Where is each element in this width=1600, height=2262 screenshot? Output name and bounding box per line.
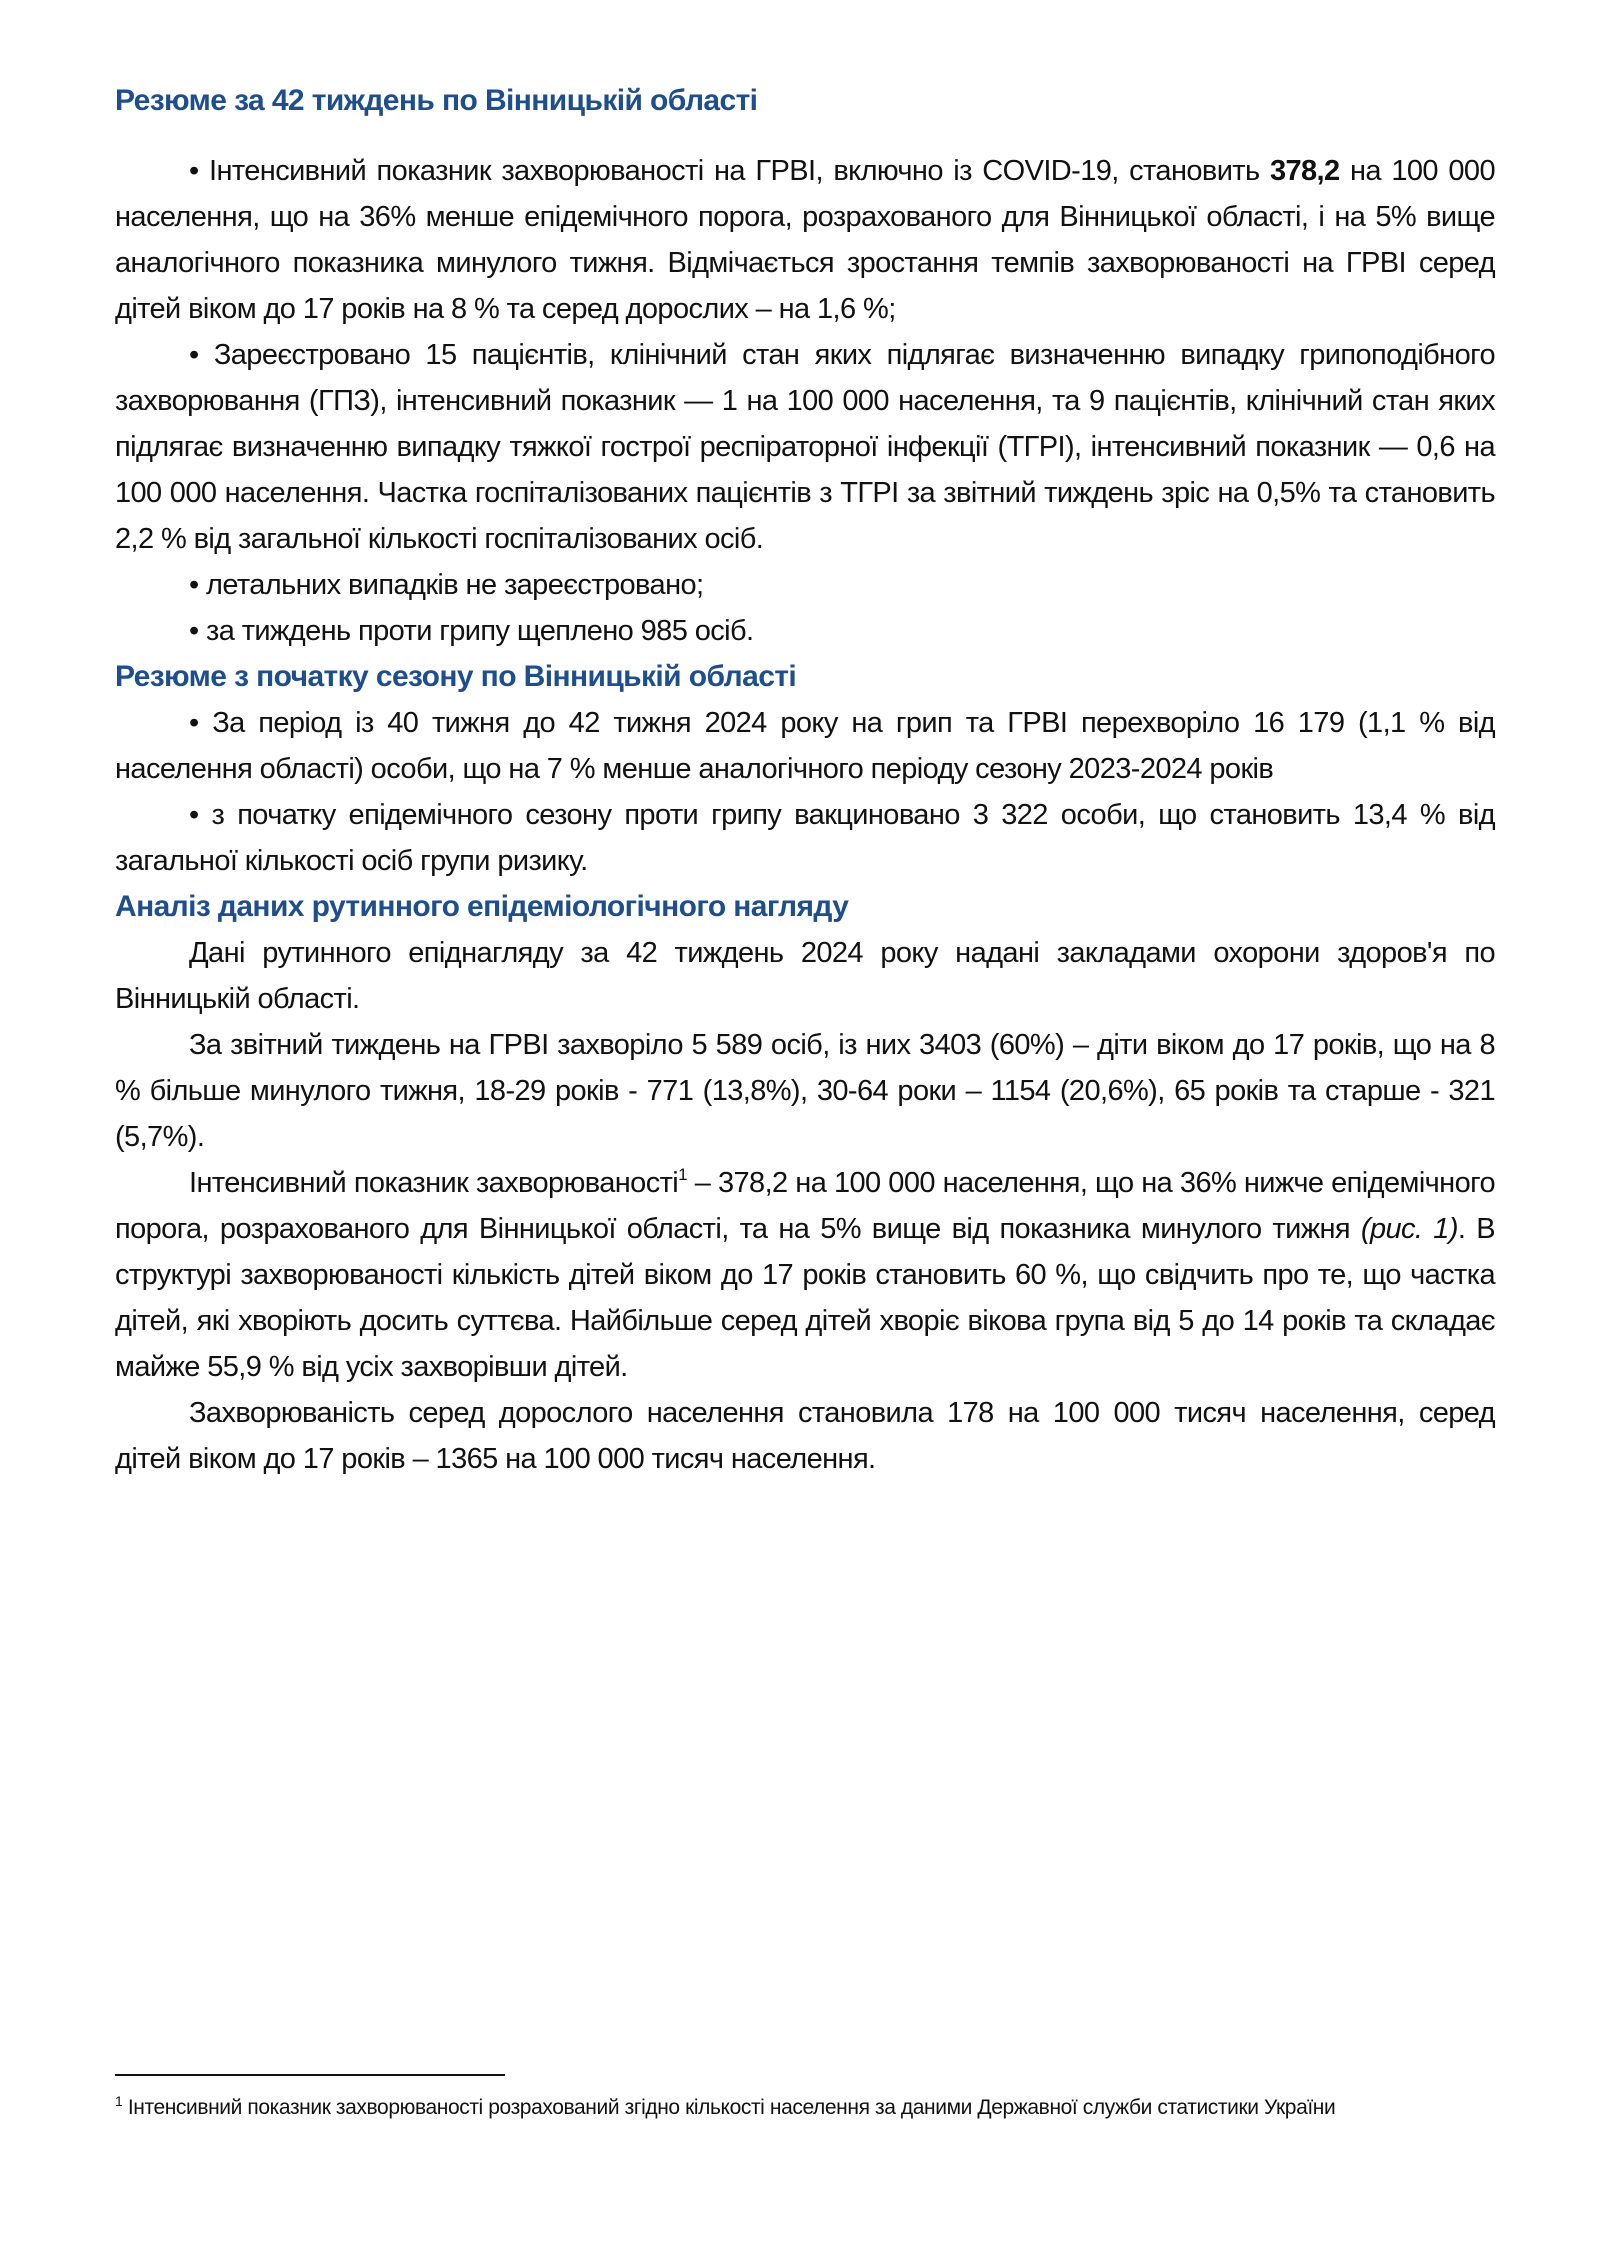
footnote-text: Інтенсивний показник захворюваності розрахований згідно кількості населення за даними Державної служби статистики України — [122, 2096, 1336, 2119]
bullet-marker: • — [189, 339, 214, 371]
bullet-season-vaccination: • з початку епідемічного сезону проти грипу вакциновано 3 322 особи, що становить 13,4 % від загальної кількості осіб групи ризику. — [115, 799, 1495, 877]
paragraph-intensity-analysis: Інтенсивний показник захворюваності$^1$ – 378,2 на 100 000 населення, що на 36% нижче епідемічного порога, розрахованого для Вінницької області, та на 5% вище від показника минулого тижня (рис. 1). В структурі захворюваності кількість дітей віком до 17 років становить 60 %, що свідчить про те, що частка дітей, які хворіють досить суттєва. Найбільше серед дітей хворіє вікова група від 5 до 14 років та складає майже 55,9 % від усіх захворівши дітей. — [115, 1165, 1495, 1383]
document-page — [115, 78, 1495, 1482]
figure-reference: (рис. 1) — [1360, 1213, 1458, 1245]
bullet-marker: • — [189, 707, 213, 739]
paragraph-data-source: Дані рутинного епіднагляду за 42 тиждень 2024 року надані закладами охорони здоров'я по Вінницькій області. — [115, 937, 1495, 1015]
paragraph-weekly-cases: За звітний тиждень на ГРВІ захворіло 5 589 осіб, із них 3403 (60%) – діти віком до 17 років, що на 8 % більше минулого тижня, 18-29 років - 771 (13,8%), 30-64 роки – 1154 (20,6%), 65 років та старше - 321 (5,7%). — [115, 1029, 1495, 1153]
bullet-intensity: • Інтенсивний показник захворюваності на ГРВІ, включно із COVID-19, становить 378,2 на 100 000 населення, що на 36% менше епідемічного порога, розрахованого для Вінницької області, і на 5% вище аналогічного показника минулого тижня. Відмічається зростання темпів захворюваності на ГРВІ серед дітей віком до 17 років на 8 % та серед дорослих – на 1,6 %; — [115, 155, 1495, 325]
bullet-marker: • — [189, 155, 210, 187]
bullet-season-cases: • За період із 40 тижня до 42 тижня 2024 року на грип та ГРВІ перехворіло 16 179 (1,1 % від населення області) особи, що на 7 % менше аналогічного періоду сезону 2023-2024 років — [115, 707, 1495, 785]
paragraph-adult-child-incidence: Захворюваність серед дорослого населення становила 178 на 100 000 тисяч населення, серед дітей віком до 17 років – 1365 на 100 000 тисяч населення. — [115, 1397, 1495, 1475]
footnote-marker: 1 — [115, 2093, 123, 2109]
section-heading-weekly-summary: Резюме за 42 тиждень по Вінницькій області — [115, 84, 758, 117]
footnote-reference[interactable]: 1 — [678, 1165, 687, 1184]
section-heading-season-summary: Резюме з початку сезону по Вінницькій області — [115, 660, 797, 693]
bullet-fatalities: • летальних випадків не зареєстровано; — [189, 569, 704, 601]
bullet-marker: • — [189, 799, 212, 831]
bullet-marker: • — [189, 569, 207, 601]
bullet-marker: • — [189, 615, 207, 647]
footnote-separator — [115, 2074, 505, 2076]
section-heading-routine-surveillance: Аналіз даних рутинного епідеміологічного нагляду — [115, 890, 849, 923]
bullet-registered-patients: • Зареєстровано 15 пацієнтів, клінічний стан яких підлягає визначенню випадку грипоподібного захворювання (ГПЗ), інтенсивний показник — 1 на 100 000 населення, та 9 пацієнтів, клінічний стан яких підлягає визначенню випадку тяжкої гострої респіраторної інфекції (ТГРІ), інтенсивний показник — 0,6 на 100 000 населення. Частка госпіталізованих пацієнтів з ТГРІ за звітний тиждень зріс на 0,5% та становить 2,2 % від загальної кількості госпіталізованих осіб. — [115, 339, 1495, 555]
bullet-vaccinated-week: • за тиждень проти грипу щеплено 985 осіб. — [189, 615, 754, 647]
intensity-value: 378,2 — [1269, 155, 1340, 187]
footnote — [115, 2090, 1415, 2126]
